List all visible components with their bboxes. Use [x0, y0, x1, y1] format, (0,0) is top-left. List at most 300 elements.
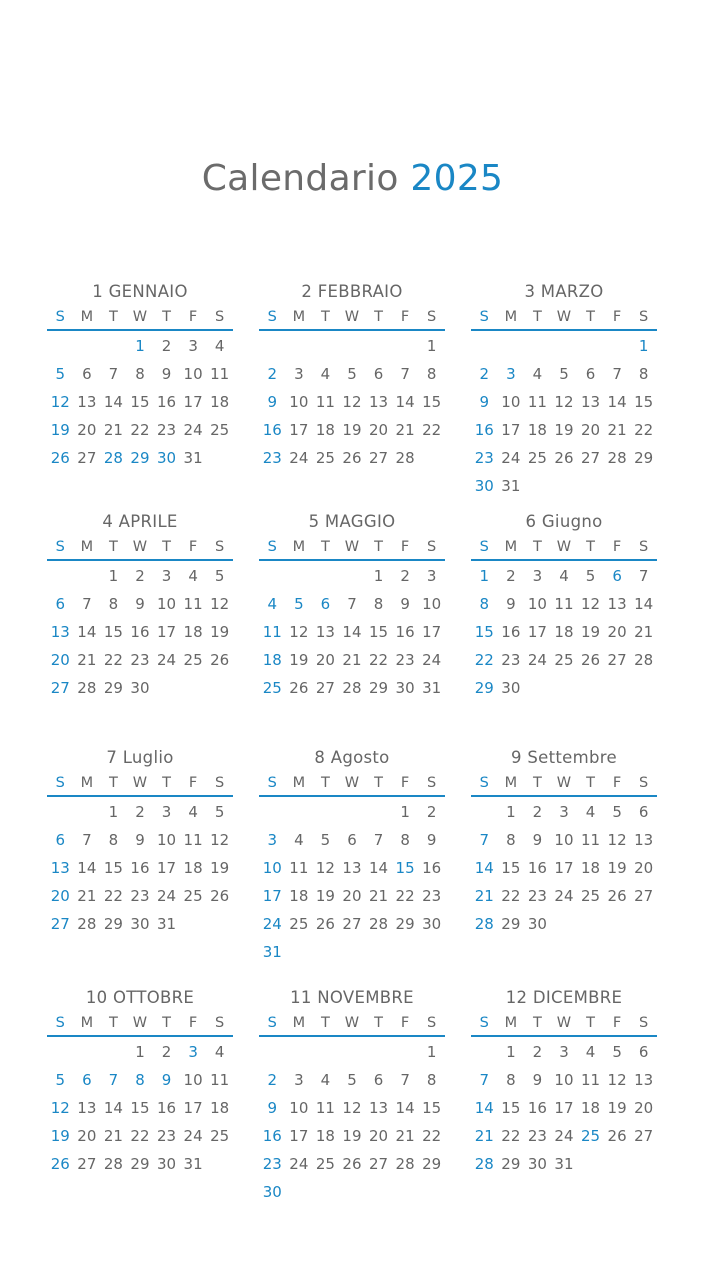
week-row: [47, 332, 233, 360]
empty-cell: [524, 332, 551, 360]
weekday-header: M: [504, 1015, 518, 1031]
day-cell: 6: [82, 365, 92, 383]
day-cell: 26: [289, 679, 309, 697]
weekday-header: F: [188, 1015, 198, 1031]
empty-cell: [286, 1038, 313, 1066]
weekday-header: S: [479, 309, 489, 325]
week-row: [47, 1150, 233, 1178]
weekday-header: T: [532, 539, 542, 555]
day-cell: 5: [55, 1071, 66, 1089]
week-row: [47, 882, 233, 910]
empty-cell: [312, 1178, 339, 1206]
day-cell: 30: [156, 1155, 177, 1173]
empty-cell: [365, 938, 392, 966]
day-cell: 20: [580, 421, 601, 439]
day-cell: 8: [479, 595, 490, 613]
day-cell: 27: [77, 1155, 97, 1173]
week-row: [471, 1150, 657, 1178]
day-cell: 28: [103, 1155, 123, 1173]
empty-cell: [312, 562, 339, 590]
day-cell: 21: [474, 887, 494, 905]
day-cell: 19: [50, 1127, 70, 1145]
day-cell: 4: [320, 365, 331, 383]
month-block: [47, 745, 233, 938]
empty-cell: [74, 1038, 101, 1066]
day-cell: 24: [501, 449, 521, 467]
day-cell: 2: [426, 803, 437, 821]
month-name: 1 GENNAIO: [92, 282, 188, 301]
day-cell: 21: [474, 1127, 494, 1145]
empty-cell: [100, 332, 127, 360]
day-cell: 29: [130, 449, 150, 467]
week-row: [259, 590, 445, 618]
day-cell: 12: [210, 595, 230, 613]
day-cell: 18: [580, 859, 601, 877]
day-cell: 10: [554, 1071, 574, 1089]
day-cell: 4: [214, 337, 225, 355]
day-cell: 31: [422, 679, 442, 697]
day-cell: 4: [294, 831, 304, 849]
day-cell: 8: [400, 831, 410, 849]
weekday-header: M: [504, 539, 518, 555]
day-cell: 7: [400, 365, 410, 383]
day-cell: 19: [342, 1127, 362, 1145]
day-cell: 10: [527, 595, 547, 613]
header-divider: [259, 559, 445, 561]
day-cell: 12: [50, 393, 70, 411]
week-row: [471, 1038, 657, 1066]
day-cell: 29: [501, 1155, 521, 1173]
month-name: 6 Giugno: [525, 512, 603, 531]
week-row: [259, 646, 445, 674]
empty-cell: [312, 1038, 339, 1066]
day-cell: 13: [634, 1071, 654, 1089]
day-cell: 28: [474, 915, 494, 933]
day-cell: 22: [103, 887, 123, 905]
day-cell: 17: [527, 623, 547, 641]
week-row: [471, 590, 657, 618]
day-cell: 25: [580, 887, 601, 905]
day-cell: 16: [395, 623, 415, 641]
empty-cell: [206, 444, 233, 472]
week-row: [471, 910, 657, 938]
day-cell: 22: [474, 651, 494, 669]
weekday-header: T: [108, 539, 118, 555]
day-cell: 25: [580, 1127, 601, 1145]
week-row: [259, 798, 445, 826]
day-cell: 17: [183, 393, 203, 411]
month-block: [47, 279, 233, 472]
day-cell: 11: [315, 393, 335, 411]
title-text: Calendario: [201, 158, 399, 199]
empty-cell: [392, 938, 419, 966]
day-cell: 6: [373, 365, 384, 383]
day-cell: 11: [262, 623, 282, 641]
weekday-header: W: [344, 775, 360, 791]
week-row: [47, 618, 233, 646]
day-cell: 31: [183, 449, 203, 467]
day-cell: 10: [183, 365, 203, 383]
weekday-header: F: [400, 539, 410, 555]
day-cell: 10: [422, 595, 442, 613]
week-row: [471, 618, 657, 646]
day-cell: 23: [130, 887, 150, 905]
weekday-header: T: [162, 775, 171, 791]
day-cell: 13: [315, 623, 335, 641]
day-cell: 12: [342, 1099, 362, 1117]
week-row: [471, 1066, 657, 1094]
day-cell: 26: [342, 449, 362, 467]
day-cell: 25: [315, 449, 335, 467]
day-cell: 1: [373, 567, 384, 585]
day-cell: 15: [103, 859, 123, 877]
day-cell: 7: [373, 831, 384, 849]
day-cell: 28: [474, 1155, 494, 1173]
day-cell: 9: [135, 831, 145, 849]
day-cell: 5: [55, 365, 66, 383]
day-cell: 7: [347, 595, 357, 613]
day-cell: 17: [554, 859, 574, 877]
day-cell: 20: [315, 651, 335, 669]
empty-cell: [604, 1150, 631, 1178]
day-cell: 8: [506, 1071, 516, 1089]
day-cell: 6: [55, 595, 66, 613]
day-cell: 25: [183, 651, 203, 669]
day-cell: 6: [347, 831, 357, 849]
empty-cell: [630, 674, 657, 702]
day-cell: 17: [501, 421, 521, 439]
week-row: [259, 360, 445, 388]
week-row: [47, 388, 233, 416]
day-cell: 14: [368, 859, 389, 877]
empty-cell: [392, 332, 419, 360]
day-cell: 28: [342, 679, 362, 697]
week-row: [471, 854, 657, 882]
week-row: [47, 798, 233, 826]
week-row: [259, 332, 445, 360]
empty-cell: [47, 1038, 74, 1066]
empty-cell: [286, 562, 313, 590]
empty-cell: [180, 910, 207, 938]
day-cell: 3: [161, 567, 172, 585]
day-cell: 15: [130, 393, 150, 411]
weekday-header: S: [55, 775, 65, 791]
day-cell: 23: [527, 1127, 547, 1145]
empty-cell: [418, 1178, 445, 1206]
day-cell: 23: [474, 449, 494, 467]
day-cell: 5: [559, 365, 569, 383]
day-cell: 1: [108, 803, 119, 821]
weekday-header: W: [344, 309, 360, 325]
day-cell: 19: [210, 623, 230, 641]
week-row: [47, 590, 233, 618]
day-cell: 18: [262, 651, 282, 669]
empty-cell: [74, 798, 101, 826]
month-name: 12 DICEMBRE: [505, 988, 623, 1007]
weekday-header-row: [47, 771, 233, 795]
day-cell: 25: [262, 679, 282, 697]
day-cell: 27: [607, 651, 627, 669]
week-row: [259, 854, 445, 882]
day-cell: 7: [400, 1071, 410, 1089]
weekday-header-row: [259, 305, 445, 329]
day-cell: 2: [532, 1043, 543, 1061]
day-cell: 29: [103, 915, 123, 933]
weekday-header: T: [320, 309, 330, 325]
empty-cell: [312, 938, 339, 966]
empty-cell: [153, 674, 180, 702]
month-name: 4 APRILE: [102, 512, 178, 531]
weekday-header: M: [292, 1015, 306, 1031]
empty-cell: [286, 332, 313, 360]
day-cell: 25: [183, 887, 203, 905]
day-cell: 15: [368, 623, 389, 641]
week-row: [471, 1094, 657, 1122]
day-cell: 2: [479, 365, 490, 383]
day-cell: 3: [559, 1043, 569, 1061]
empty-cell: [471, 798, 498, 826]
weekday-header: T: [162, 309, 171, 325]
day-cell: 17: [289, 1127, 309, 1145]
day-cell: 14: [474, 859, 494, 877]
month-name: 8 Agosto: [314, 748, 390, 767]
weekday-header: M: [292, 309, 306, 325]
weekday-header: S: [479, 539, 489, 555]
day-cell: 9: [267, 393, 278, 411]
day-cell: 28: [395, 1155, 415, 1173]
day-cell: 15: [395, 859, 415, 877]
day-cell: 28: [607, 449, 627, 467]
day-cell: 1: [506, 803, 516, 821]
day-cell: 12: [342, 393, 362, 411]
day-cell: 4: [320, 1071, 331, 1089]
empty-cell: [74, 332, 101, 360]
empty-cell: [339, 938, 366, 966]
day-cell: 25: [315, 1155, 335, 1173]
day-cell: 27: [77, 449, 97, 467]
day-cell: 18: [527, 421, 547, 439]
week-row: [259, 826, 445, 854]
day-cell: 22: [422, 421, 442, 439]
day-cell: 28: [103, 449, 123, 467]
week-row: [471, 360, 657, 388]
day-cell: 30: [395, 679, 415, 697]
day-cell: 18: [183, 859, 203, 877]
week-row: [471, 444, 657, 472]
week-row: [259, 618, 445, 646]
day-cell: 2: [135, 567, 145, 585]
day-cell: 30: [501, 679, 521, 697]
day-cell: 5: [347, 1071, 357, 1089]
day-cell: 22: [130, 1127, 150, 1145]
day-cell: 7: [612, 365, 622, 383]
day-cell: 2: [161, 1043, 172, 1061]
empty-cell: [180, 674, 207, 702]
day-cell: 18: [289, 887, 309, 905]
day-cell: 11: [210, 1071, 230, 1089]
day-cell: 19: [607, 859, 627, 877]
weekday-header: T: [374, 309, 383, 325]
day-cell: 23: [262, 449, 282, 467]
day-cell: 9: [161, 1071, 172, 1089]
week-row: [259, 910, 445, 938]
day-cell: 24: [422, 651, 442, 669]
day-cell: 20: [368, 1127, 389, 1145]
day-cell: 31: [554, 1155, 574, 1173]
day-cell: 14: [395, 393, 415, 411]
weekday-header: M: [504, 309, 518, 325]
weekday-header: T: [162, 1015, 171, 1031]
day-cell: 4: [559, 567, 569, 585]
empty-cell: [339, 562, 366, 590]
header-divider: [259, 329, 445, 331]
weekday-header: F: [188, 775, 198, 791]
day-cell: 30: [527, 915, 547, 933]
day-cell: 21: [607, 421, 627, 439]
day-cell: 26: [50, 449, 70, 467]
day-cell: 11: [315, 1099, 335, 1117]
week-row: [259, 1178, 445, 1206]
day-cell: 29: [103, 679, 123, 697]
month-block: [259, 279, 445, 472]
day-cell: 16: [262, 421, 282, 439]
day-cell: 23: [156, 421, 177, 439]
week-row: [259, 388, 445, 416]
day-cell: 14: [103, 393, 123, 411]
day-cell: 27: [50, 679, 70, 697]
weekday-header: S: [55, 309, 65, 325]
day-cell: 7: [82, 595, 92, 613]
day-cell: 22: [422, 1127, 442, 1145]
day-cell: 19: [315, 887, 335, 905]
day-cell: 13: [368, 1099, 389, 1117]
day-cell: 11: [183, 595, 203, 613]
day-cell: 26: [210, 651, 230, 669]
weekday-header: S: [479, 1015, 489, 1031]
day-cell: 13: [580, 393, 601, 411]
day-cell: 12: [315, 859, 335, 877]
day-cell: 14: [103, 1099, 123, 1117]
day-cell: 27: [580, 449, 601, 467]
day-cell: 26: [580, 651, 601, 669]
empty-cell: [577, 910, 604, 938]
empty-cell: [339, 798, 366, 826]
day-cell: 17: [262, 887, 282, 905]
day-cell: 27: [368, 1155, 389, 1173]
week-row: [471, 1122, 657, 1150]
empty-cell: [392, 1038, 419, 1066]
day-cell: 2: [506, 567, 516, 585]
month-name: 7 Luglio: [106, 748, 174, 767]
weekday-header: S: [427, 539, 437, 555]
day-cell: 9: [426, 831, 437, 849]
empty-cell: [365, 332, 392, 360]
day-cell: 13: [634, 831, 654, 849]
empty-cell: [259, 798, 286, 826]
day-cell: 23: [130, 651, 150, 669]
day-cell: 4: [188, 567, 198, 585]
month-block: [471, 745, 657, 938]
day-cell: 9: [135, 595, 145, 613]
weekday-header: T: [586, 309, 595, 325]
empty-cell: [286, 1178, 313, 1206]
day-cell: 7: [479, 1071, 490, 1089]
day-cell: 8: [506, 831, 516, 849]
day-cell: 14: [77, 859, 97, 877]
empty-cell: [47, 798, 74, 826]
week-row: [47, 854, 233, 882]
day-cell: 31: [156, 915, 177, 933]
empty-cell: [604, 674, 631, 702]
empty-cell: [206, 674, 233, 702]
weekday-header: M: [292, 775, 306, 791]
week-row: [259, 416, 445, 444]
day-cell: 13: [368, 393, 389, 411]
day-cell: 24: [527, 651, 547, 669]
day-cell: 20: [634, 1099, 654, 1117]
weekday-header: T: [586, 1015, 595, 1031]
weekday-header: F: [612, 539, 622, 555]
header-divider: [47, 329, 233, 331]
day-cell: 8: [373, 595, 384, 613]
weekday-header: W: [344, 1015, 360, 1031]
empty-cell: [206, 1150, 233, 1178]
day-cell: 8: [135, 365, 145, 383]
month-block: [259, 985, 445, 1206]
day-cell: 16: [262, 1127, 282, 1145]
day-cell: 9: [479, 393, 490, 411]
day-cell: 18: [183, 623, 203, 641]
day-cell: 5: [585, 567, 596, 585]
day-cell: 30: [130, 915, 150, 933]
day-cell: 19: [342, 421, 362, 439]
day-cell: 20: [77, 421, 97, 439]
empty-cell: [365, 1038, 392, 1066]
day-cell: 16: [130, 623, 150, 641]
day-cell: 11: [580, 1071, 601, 1089]
empty-cell: [312, 332, 339, 360]
day-cell: 17: [554, 1099, 574, 1117]
weekday-header-row: [471, 771, 657, 795]
day-cell: 14: [395, 1099, 415, 1117]
day-cell: 29: [474, 679, 494, 697]
empty-cell: [259, 562, 286, 590]
weekday-header: T: [320, 1015, 330, 1031]
day-cell: 12: [554, 393, 574, 411]
day-cell: 26: [607, 887, 627, 905]
day-cell: 27: [342, 915, 362, 933]
day-cell: 30: [474, 477, 494, 495]
day-cell: 13: [342, 859, 362, 877]
weekday-header: S: [267, 1015, 277, 1031]
weekday-header: F: [188, 309, 198, 325]
weekday-header: S: [215, 775, 225, 791]
day-cell: 8: [426, 365, 437, 383]
day-cell: 23: [422, 887, 442, 905]
day-cell: 16: [130, 859, 150, 877]
day-cell: 2: [161, 337, 172, 355]
day-cell: 15: [422, 1099, 442, 1117]
day-cell: 8: [108, 831, 119, 849]
weekday-header: W: [556, 309, 572, 325]
week-row: [47, 562, 233, 590]
day-cell: 24: [289, 449, 309, 467]
day-cell: 28: [395, 449, 415, 467]
weekday-header: F: [400, 309, 410, 325]
weekday-header: T: [320, 775, 330, 791]
empty-cell: [577, 472, 604, 500]
weekday-header: F: [612, 1015, 622, 1031]
